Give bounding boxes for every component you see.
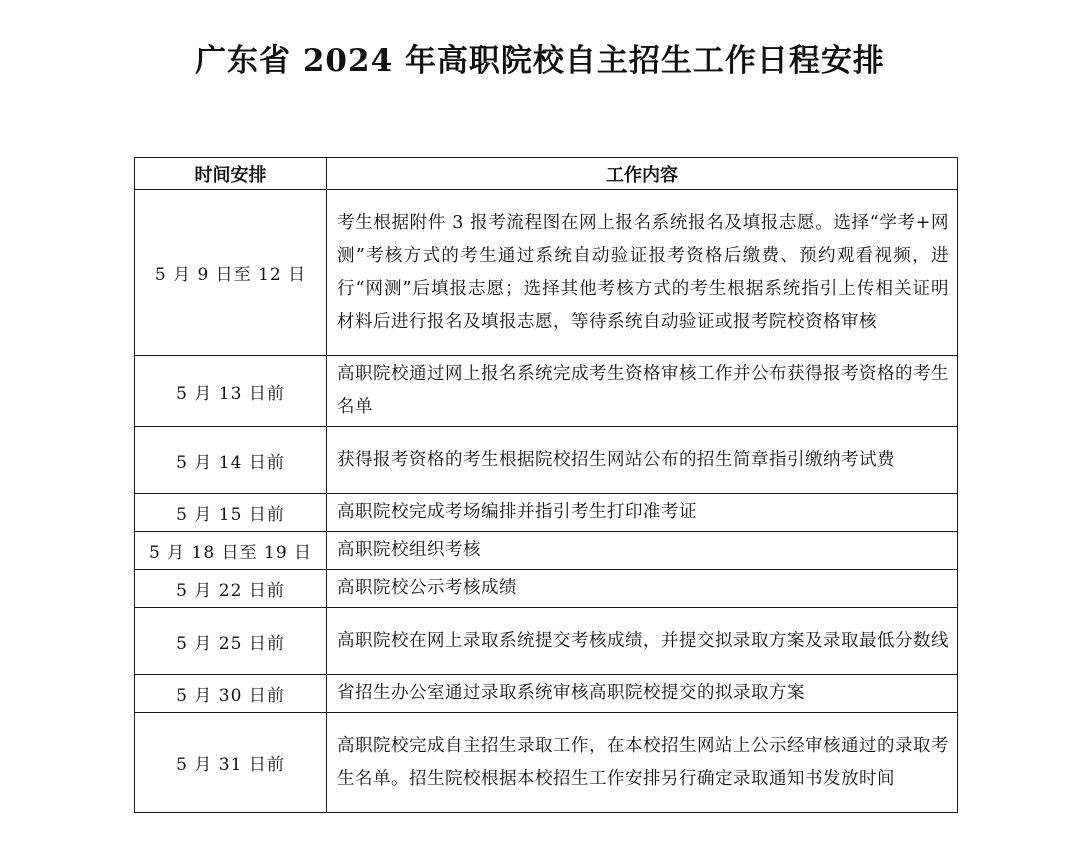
row-content: 高职院校通过网上报名系统完成考生资格审核工作并公布获得报考资格的考生名单	[327, 356, 958, 427]
table-row	[135, 356, 958, 427]
row-content: 获得报考资格的考生根据院校招生网站公布的招生简章指引缴纳考试费	[327, 427, 958, 494]
row-time: 5 月 9 日至 12 日	[135, 190, 327, 356]
table-row	[135, 713, 958, 813]
row-time: 5 月 30 日前	[135, 675, 327, 713]
row-content: 高职院校完成考场编排并指引考生打印准考证	[327, 494, 958, 532]
row-content: 高职院校在网上录取系统提交考核成绩，并提交拟录取方案及录取最低分数线	[327, 608, 958, 675]
row-content: 省招生办公室通过录取系统审核高职院校提交的拟录取方案	[327, 675, 958, 713]
row-content: 高职院校组织考核	[327, 532, 958, 570]
row-time: 5 月 31 日前	[135, 713, 327, 813]
table-header-row	[135, 158, 958, 190]
row-content: 高职院校公示考核成绩	[327, 570, 958, 608]
table-row	[135, 494, 958, 532]
row-content: 高职院校完成自主招生录取工作，在本校招生网站上公示经审核通过的录取考生名单。招生院校根据本校招生工作安排另行确定录取通知书发放时间	[327, 713, 958, 813]
table-row	[135, 675, 958, 713]
row-time: 5 月 13 日前	[135, 356, 327, 427]
row-time: 5 月 14 日前	[135, 427, 327, 494]
column-header-time: 时间安排	[135, 158, 327, 190]
table-row	[135, 427, 958, 494]
table-row	[135, 570, 958, 608]
row-content: 考生根据附件 3 报考流程图在网上报名系统报名及填报志愿。选择“学考+网测”考核方式的考生通过系统自动验证报考资格后缴费、预约观看视频，进行“网测”后填报志愿；选择其他考核方式的考生根据系统指引上传相关证明材料后进行报名及填报志愿，等待系统自动验证或报考院校资格审核	[327, 190, 958, 356]
row-time: 5 月 22 日前	[135, 570, 327, 608]
page-title: 广东省 2024 年高职院校自主招生工作日程安排	[195, 43, 885, 79]
table-row	[135, 608, 958, 675]
row-time: 5 月 25 日前	[135, 608, 327, 675]
row-time: 5 月 18 日至 19 日	[135, 532, 327, 570]
column-header-content: 工作内容	[327, 158, 958, 190]
schedule-table	[134, 157, 958, 813]
table-row	[135, 190, 958, 356]
table-row	[135, 532, 958, 570]
row-time: 5 月 15 日前	[135, 494, 327, 532]
